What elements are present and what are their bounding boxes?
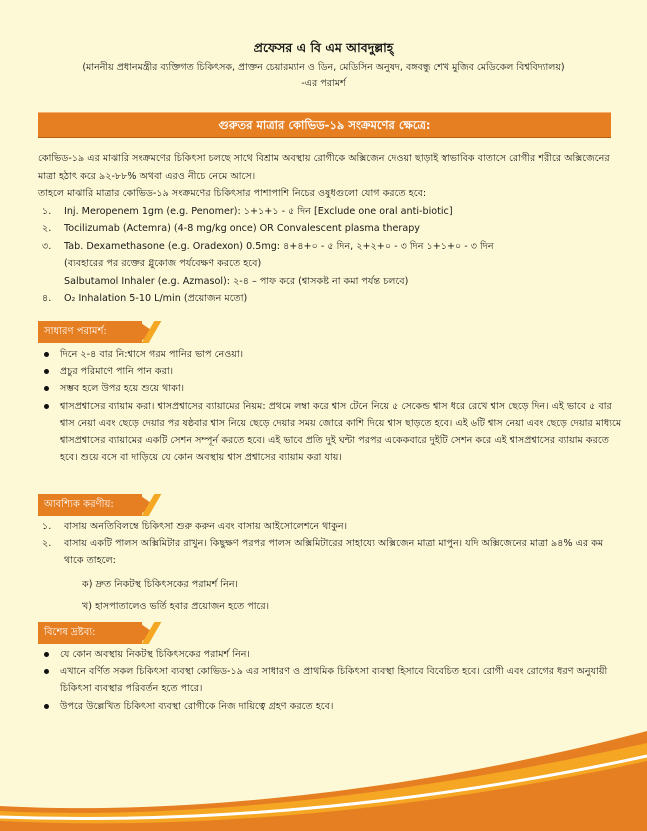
required-sub-list xyxy=(38,576,623,615)
list-item xyxy=(38,535,623,569)
heading-label: বিশেষ দ্রষ্টব্য: xyxy=(38,622,142,644)
list-item: যে কোন অবস্থায় নিকটস্থ চিকিৎসকের পরামর্শ নিন। xyxy=(38,646,623,663)
list-item: শ্বাসপ্রশ্বাসের ব্যায়াম করা। শ্বাসপ্রশ্বাসের ব্যায়ামের নিয়ম: প্রথমে লম্বা করে শ্বাস টেনে নিয়ে ৫ সেকেন্ড শ্বাস ধরে রেখে শ্বাস ছেড়ে দিন। এই ভাবে ৫ বার শ্বাস নেয়া এবং ছেড়ে দেয়ার পর ষষ্ঠবার শ্বাস নিয়ে ছেড়ে দেয়ার সময় জোরে কাশি দিয়ে শ্বাস ছাড়তে হবে। এই ৬টি শ্বাস নেয়া এবং ছেড়ে দেয়ার মাধ্যমে শ্বাসপ্রশ্বাসের ব্যায়ামের একটি সেশন সম্পূর্ন করতে হবে। এই ভাবে প্রতি দুই ঘন্টা পরপর একেকবারে দুইটি সেশন করে এই শ্বাসপ্রশ্বাসের ব্যায়াম করতে হবে। শুয়ে বসে বা দাড়িয়ে যে কোন অবস্থায় শ্বাস প্রশ্বাসের ব্যায়াম করা যায়। xyxy=(38,398,623,467)
intro-lead: তাহলে মাঝারি মাত্রার কোভিড-১৯ সংক্রমণের চিকিৎসার পাশাপাশি নিচের ওষুধগুলো যোগ করতে হবে: xyxy=(38,188,427,199)
intro-section xyxy=(38,150,618,308)
medication-note xyxy=(38,255,618,273)
item-text: Tocilizumab (Actemra) (4-8 mg/kg once) OR Convalescent plasma therapy xyxy=(64,223,420,234)
medication-item xyxy=(38,220,618,238)
item-text: Inj. Meropenem 1gm (e.g. Penomer): ১+১+১ - ৫ দিন [Exclude one oral anti-biotic] xyxy=(64,205,453,217)
item-number: ২. xyxy=(42,538,52,550)
medication-list xyxy=(38,203,618,308)
medication-item xyxy=(38,273,618,291)
item-text: বাসায় অনতিবিলম্বে চিকিৎসা শুরু করুন এবং বাসায় আইসোলেশনে থাকুন। xyxy=(64,521,347,532)
author-credentials xyxy=(20,60,627,92)
item-text: Salbutamol Inhaler (e.g. Azmasol): ২-৪ – পাফ করে (শ্বাসকষ্ট না কমা পর্যন্ত চলবে) xyxy=(64,275,409,287)
advice-suffix: -এর পরামর্শ xyxy=(301,78,346,89)
item-number: ৪. xyxy=(42,293,52,304)
medication-item xyxy=(38,203,618,221)
sub-item: ক) দ্রুত নিকটস্থ চিকিৎসকের পরামর্শ নিন। xyxy=(82,578,238,590)
item-number: ১. xyxy=(42,521,52,532)
list-item: এখানে বর্ণিত সকল চিকিৎসা ব্যবস্থা কোভিড-১৯ এর সাধারণ ও প্রাথমিক চিকিৎসা ব্যবস্থা হিসাবে বিবেচিত হবে। রোগী এবং রোগের ধরণ অনুযায়ী চিকিৎসা ব্যবস্থার পরিবর্তন হতে পারে। xyxy=(38,663,623,697)
heading-label: সাধারণ পরামর্শ: xyxy=(38,321,142,343)
special-notes-section xyxy=(38,646,623,715)
item-number: ৩. xyxy=(42,240,52,252)
required-actions-section xyxy=(38,518,623,615)
item-number: ২. xyxy=(42,223,52,234)
special-notes-list xyxy=(38,646,623,715)
credentials-line: (মাননীয় প্রধানমন্ত্রীর ব্যক্তিগত চিকিৎসক, প্রাক্তন চেয়ারম্যান ও ডিন, মেডিসিন অনুষদ, বঙ্গবন্ধু শেখ মুজিব মেডিকেল বিশ্ববিদ্যালয়) xyxy=(82,62,565,73)
general-advice-section xyxy=(38,346,623,466)
author-name: প্রফেসর এ বি এম আবদুল্লাহ্ xyxy=(253,40,394,55)
medication-item xyxy=(38,238,618,256)
severity-banner: গুরুতর মাত্রার কোভিড-১৯ সংক্রমণের ক্ষেত্রে: xyxy=(38,112,611,138)
heading-label: আবশ্যিক করণীয়: xyxy=(38,494,142,516)
general-advice-list xyxy=(38,346,623,466)
required-actions-heading xyxy=(38,494,163,516)
item-text: Tab. Dexamethasone (e.g. Oradexon) 0.5mg: ৪+৪+০ - ৫ দিন, ২+২+০ - ৩ দিন ১+১+০ - ৩ দিন xyxy=(64,240,494,252)
item-text: (ব্যবহারের পর রক্তের গ্লুকোজ পর্যবেক্ষণ করতে হবে) xyxy=(64,258,262,269)
sub-item: খ) হাসপাতালেও ভর্তি হবার প্রয়োজন হতে পারে। xyxy=(82,600,270,612)
required-actions-list xyxy=(38,518,623,570)
special-notes-heading xyxy=(38,622,163,644)
item-number: ১. xyxy=(42,205,52,217)
list-item: দিনে ২-৪ বার নি:শ্বাসে গরম পানির ভাপ নেওয়া। xyxy=(38,346,623,363)
list-item: সম্ভব হলে উপর হয়ে শুয়ে থাকা। xyxy=(38,380,623,397)
item-text: O₂ Inhalation 5-10 L/min (প্রয়োজন মতো) xyxy=(64,293,248,304)
list-item: উপরে উল্লেখিত চিকিৎসা ব্যবস্থা রোগীকে নিজ দায়িত্বে গ্রহণ করতে হবে। xyxy=(38,698,623,715)
general-advice-heading xyxy=(38,321,163,343)
item-text: বাসায় একটি পালস অক্সিমিটার রাখুন। কিছুক্ষণ পরপর পালস অক্সিমিটারের সাহায্যে অক্সিজেন মাত্রা মাপুন। যদি অক্সিজেনের মাত্রা ৯৪% এর কম থাকে তাহলে: xyxy=(64,538,604,567)
medication-item xyxy=(38,290,618,308)
orange-wave-decoration xyxy=(0,721,647,831)
list-item xyxy=(38,518,623,535)
intro-paragraph: কোভিড-১৯ এর মাঝারি সংক্রমণের চিকিৎসা চলছে সাথে বিশ্রাম অবস্থায় রোগীকে অক্সিজেন দেওয়া ছাড়াই স্বাভাবিক বাতাসে রোগীর শরীরে অক্সিজেনের মাত্রা হঠাৎ করে ৯২-৮৮% অথবা এরও নীচে নেমে আসে। xyxy=(38,153,610,182)
list-item: প্রচুর পরিমাণে পানি পান করা। xyxy=(38,363,623,380)
